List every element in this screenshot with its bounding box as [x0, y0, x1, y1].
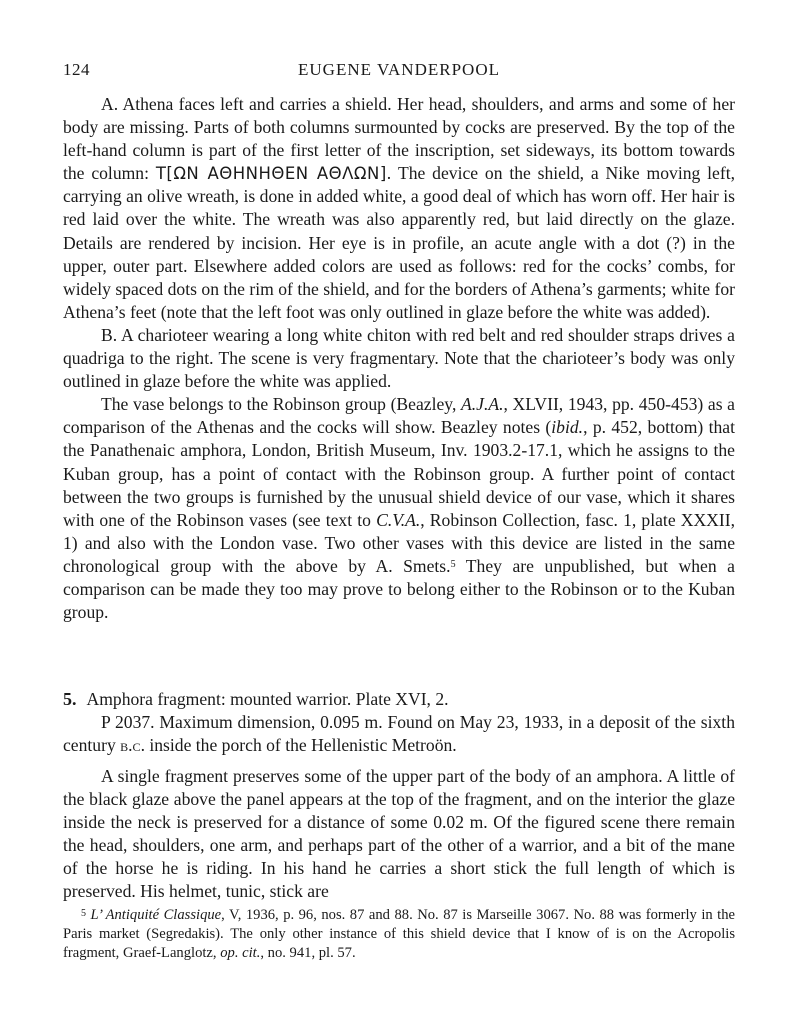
paragraph-a-text: A. Athena faces left and carries a shield. Her head, shoulders, and arms and some of her body are missing. Parts of both columns surmounted by cocks are preserved. By the top of the left-hand column is part of the first letter of the inscription, set sideways, its bottom towards the column: [63, 94, 735, 184]
citation-ajA: A.J.A. [461, 394, 504, 415]
footnote-text: , V, 1936, p. 96, nos. 87 and 88. No. 87 is Marseille 3067. No. 88 was formerly in the Paris market (Segredakis). The only other instance of this shield device that I know of is on the Acropolis fragment, Graef-Langlotz, [63, 907, 736, 962]
paragraph-a-text-cont: . The device on the shield, a Nike moving left, carrying an olive wreath, is done in added white, a good deal of which has worn off. Her hair is red laid over the white. The wreath was also apparently red, but laid directly on the glaze. Details are rendered by incision. Her eye is in profile, an acute angle with a dot (?) in the upper, outer part. Elsewhere added colors are used as follows: red for the cocks’ combs, for widely spaced dots on the rim of the shield, and for the borders of Athena’s garments; white for Athena’s feet (note that the left foot was only outlined in glaze before the white was added). [63, 163, 735, 322]
citation-ibid: ibid. [551, 417, 584, 438]
era-bc: b.c. [120, 735, 145, 756]
footnote-marker: 5 [81, 908, 86, 919]
page-number: 124 [63, 60, 90, 79]
paragraph-c-text: , p. 452, bottom) that the Panathenaic amphora, London, British Museum, Inv. 1903.2-17.1, which he assigns to the Kuban group, has a point of contact with the Robinson group. A further point of contact between the two groups is furnished by the unusual shield device of our vase, which it shares with one of the Robinson vases (see text to [63, 417, 735, 530]
footnote-text-cont: , no. 941, pl. 57. [260, 945, 356, 962]
paragraph-b: B. A charioteer wearing a long white chiton with red belt and red shoulder straps drives a quadriga to the right. The scene is very fragmentary. Note that the charioteer’s body was only outlined in glaze before the white was applied. [63, 324, 735, 392]
section-title: Amphora fragment: mounted warrior. Plate XVI, 2. [86, 689, 449, 709]
running-head [63, 60, 735, 82]
body-text [63, 93, 735, 624]
footnote [63, 906, 735, 964]
section-heading [63, 688, 735, 711]
section-body-paragraph: A single fragment preserves some of the upper part of the body of an amphora. A little of the black glaze above the panel appears at the top of the fragment, and on the interior the glaze inside the neck is preserved for a distance of some 0.02 m. Of the figured scene there remain the head, shoulders, one arm, and perhaps part of the other of a warrior, and a bit of the mane of the horse he is riding. In his hand he carries a short stick the full length of which is preserved. His helmet, tunic, stick are [63, 766, 735, 902]
section-info-text-cont: inside the porch of the Hellenistic Metroön. [144, 735, 457, 756]
footnote-journal: L’ Antiquité Classique [90, 907, 222, 923]
footnote-opcit: op. cit. [220, 945, 261, 962]
footnote-ref[interactable]: 5 [450, 558, 456, 570]
paragraph-c-text: They are unpublished, but when a comparison can be made they too may prove to belong either to the Robinson or to the Kuban group. [63, 555, 735, 623]
section-info-text: P 2037. Maximum dimension, 0.095 m. Found on May 23, 1933, in a deposit of the sixth century [63, 712, 735, 756]
paragraph-c [63, 393, 735, 624]
paragraph-c-text: The vase belongs to the Robinson group (Beazley, [101, 394, 461, 415]
greek-inscription: Τ[ΩΝ ΑΘΗΝΗΘΕΝ ΑΘΛΩΝ] [155, 164, 387, 184]
paragraph-c-text: , Robinson Collection, fasc. 1, plate XXXII, 1) and also with the London vase. Two other vases with this device are listed in the same chronological group with the above by A. Smets. [63, 509, 736, 576]
running-title: EUGENE VANDERPOOL [298, 60, 500, 79]
footnote-paragraph [63, 906, 735, 964]
section-info [63, 711, 735, 757]
section-body [63, 765, 735, 904]
paragraph-c-text: , XLVII, 1943, pp. 450-453) as a comparison of the Athenas and the cocks will show. Beazley notes ( [63, 394, 735, 438]
paragraph-a [63, 93, 735, 324]
citation-cva: C.V.A. [376, 509, 421, 530]
section-number: 5. [63, 689, 77, 709]
